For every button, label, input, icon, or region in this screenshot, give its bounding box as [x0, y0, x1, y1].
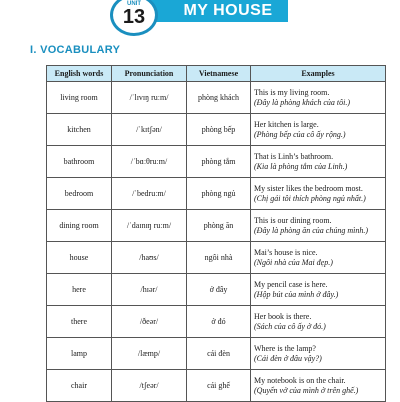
- vietnamese-meaning: ở đó: [187, 306, 251, 338]
- vietnamese-meaning: cái đèn: [187, 338, 251, 370]
- unit-badge: [110, 0, 158, 36]
- unit-title: MY HOUSE: [183, 2, 273, 19]
- english-word: here: [47, 274, 112, 306]
- example-cell: [251, 82, 386, 114]
- pronunciation: /haʊs/: [112, 242, 187, 274]
- vietnamese-meaning: cái ghế: [187, 370, 251, 402]
- example-cell: [251, 114, 386, 146]
- unit-number: 13: [122, 6, 146, 28]
- example-vietnamese: (Quyển vở của mình ở trên ghế.): [254, 385, 359, 395]
- table-row: [47, 82, 386, 114]
- example-vietnamese: (Ngôi nhà của Mai đẹp.): [254, 257, 333, 267]
- column-header-pronunciation: Pronunciation: [112, 66, 187, 82]
- english-word: there: [47, 306, 112, 338]
- table-row: [47, 178, 386, 210]
- example-vietnamese: (Kia là phòng tắm của Linh.): [254, 161, 348, 171]
- english-word: house: [47, 242, 112, 274]
- table-row: [47, 210, 386, 242]
- table-row: [47, 306, 386, 338]
- example-cell: [251, 338, 386, 370]
- pronunciation: /ðeər/: [112, 306, 187, 338]
- example-cell: [251, 306, 386, 338]
- example-cell: [251, 242, 386, 274]
- pronunciation: /læmp/: [112, 338, 187, 370]
- vietnamese-meaning: phòng tắm: [187, 146, 251, 178]
- example-english: Her book is there.: [254, 311, 312, 321]
- example-cell: [251, 274, 386, 306]
- pronunciation: /ˈbɑːθruːm/: [112, 146, 187, 178]
- example-cell: [251, 210, 386, 242]
- table-row: [47, 114, 386, 146]
- english-word: dining room: [47, 210, 112, 242]
- vietnamese-meaning: phòng ngủ: [187, 178, 251, 210]
- example-cell: [251, 370, 386, 402]
- example-english: This is my living room.: [254, 87, 330, 97]
- example-english: My sister likes the bedroom most.: [254, 183, 363, 193]
- example-vietnamese: (Sách của cô ấy ở đó.): [254, 321, 326, 331]
- example-english: That is Linh’s bathroom.: [254, 151, 334, 161]
- example-english: Her kitchen is large.: [254, 119, 319, 129]
- column-header-english: English words: [47, 66, 112, 82]
- pronunciation: /ˈlɪvɪŋ ruːm/: [112, 82, 187, 114]
- pronunciation: /ˈkɪtʃən/: [112, 114, 187, 146]
- english-word: bathroom: [47, 146, 112, 178]
- example-vietnamese: (Đây là phòng khách của tôi.): [254, 97, 350, 107]
- example-vietnamese: (Phòng bếp của cô ấy rộng.): [254, 129, 346, 139]
- unit-label: UNIT: [127, 1, 141, 7]
- example-cell: [251, 178, 386, 210]
- vietnamese-meaning: ở đây: [187, 274, 251, 306]
- pronunciation: /ˈbedruːm/: [112, 178, 187, 210]
- english-word: chair: [47, 370, 112, 402]
- example-cell: [251, 146, 386, 178]
- column-header-vietnamese: Vietnamese: [187, 66, 251, 82]
- pronunciation: /tʃeər/: [112, 370, 187, 402]
- table-row: [47, 370, 386, 402]
- example-vietnamese: (Đây là phòng ăn của chúng mình.): [254, 225, 368, 235]
- section-heading: I. VOCABULARY: [30, 44, 121, 56]
- table-header-row: [47, 66, 386, 82]
- vietnamese-meaning: phòng ăn: [187, 210, 251, 242]
- example-english: My notebook is on the chair.: [254, 375, 346, 385]
- pronunciation: /ˈdaɪnɪŋ ruːm/: [112, 210, 187, 242]
- example-english: This is our dining room.: [254, 215, 332, 225]
- example-english: Where is the lamp?: [254, 343, 316, 353]
- vietnamese-meaning: phòng bếp: [187, 114, 251, 146]
- table-row: [47, 274, 386, 306]
- english-word: living room: [47, 82, 112, 114]
- example-english: Mai’s house is nice.: [254, 247, 318, 257]
- example-vietnamese: (Chị gái tôi thích phòng ngủ nhất.): [254, 193, 366, 203]
- english-word: kitchen: [47, 114, 112, 146]
- vocabulary-table: [46, 65, 386, 402]
- table-row: [47, 146, 386, 178]
- english-word: lamp: [47, 338, 112, 370]
- unit-title-banner: [138, 0, 288, 22]
- example-english: My pencil case is here.: [254, 279, 328, 289]
- english-word: bedroom: [47, 178, 112, 210]
- example-vietnamese: (Cái đèn ở đâu vậy?): [254, 353, 322, 363]
- table-row: [47, 242, 386, 274]
- vietnamese-meaning: phòng khách: [187, 82, 251, 114]
- example-vietnamese: (Hộp bút của mình ở đây.): [254, 289, 339, 299]
- pronunciation: /hɪər/: [112, 274, 187, 306]
- table-row: [47, 338, 386, 370]
- vietnamese-meaning: ngôi nhà: [187, 242, 251, 274]
- column-header-examples: Examples: [251, 66, 386, 82]
